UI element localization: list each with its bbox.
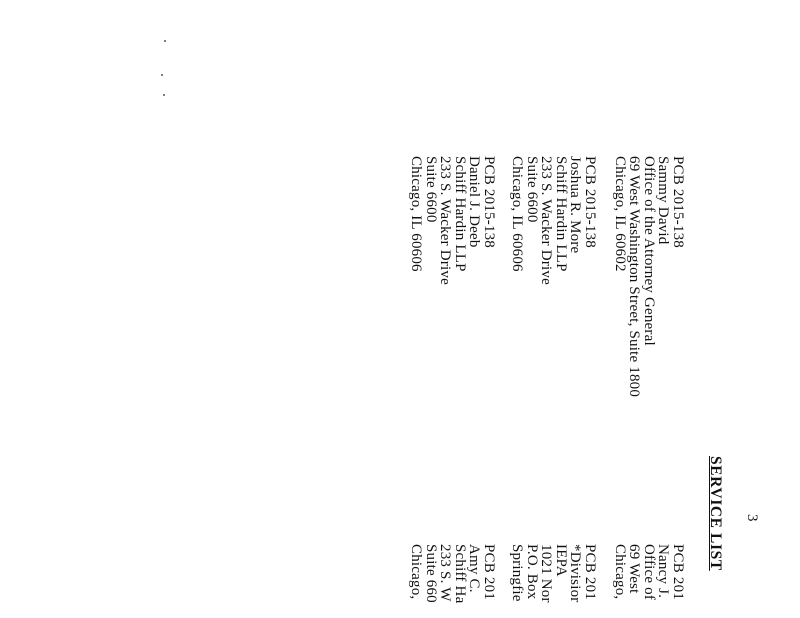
scan-speck (164, 40, 166, 42)
recipient-name: Daniel J. Deeb (466, 156, 483, 248)
recipient-organization: Schiff Hardin LLP (553, 156, 569, 272)
scan-speck (161, 74, 163, 76)
recipient-name: Sammy David (655, 156, 672, 245)
recipient-suite: Suite 660 (423, 544, 439, 603)
case-number: PCB 2015-138 (582, 156, 598, 248)
recipient-street: 233 S. Wacker Drive (538, 156, 555, 285)
recipient-name: Nancy J. (655, 544, 672, 599)
recipient-organization: Schiff Hardin LLP (452, 156, 468, 272)
scan-speck (163, 94, 165, 96)
recipient-organization: Schiff Ha (452, 544, 468, 604)
recipient-street: 233 S. Wacker Drive (437, 156, 454, 285)
recipient-street: 233 S. W (437, 544, 454, 602)
recipient-street: 1021 Nor (538, 544, 555, 603)
service-entry (409, 156, 496, 285)
service-entry (409, 544, 496, 603)
recipient-organization: Office of (641, 544, 657, 601)
recipient-division: *Divisior (567, 544, 584, 603)
case-number: PCB 201 (670, 544, 686, 601)
recipient-street: 69 West Washington Street, Suite 1800 (626, 156, 643, 398)
recipient-name: Amy C. (466, 544, 483, 593)
recipient-organization: IEPA (553, 544, 569, 577)
recipient-po-box: P.O. Box (524, 544, 540, 600)
recipient-suite: Suite 6600 (423, 156, 439, 223)
recipient-city: Chicago, IL 60602 (612, 156, 628, 272)
page-number: 3 (744, 514, 760, 522)
case-number: PCB 201 (481, 544, 497, 601)
service-entry (613, 156, 686, 397)
case-number: PCB 201 (582, 544, 598, 601)
recipient-city: Chicago, (612, 544, 628, 600)
recipient-organization: Office of the Attorney General (641, 156, 657, 346)
case-number: PCB 2015-138 (670, 156, 686, 248)
service-entry (613, 544, 686, 600)
recipient-name: Joshua R. More (567, 156, 584, 254)
recipient-street: 69 West (626, 544, 643, 594)
case-number: PCB 2015-138 (481, 156, 497, 248)
document-heading: SERVICE LIST (707, 456, 724, 571)
recipient-city: Chicago, (408, 544, 425, 600)
recipient-suite: Suite 6600 (524, 156, 540, 223)
service-entry (510, 544, 597, 603)
service-entry (510, 156, 597, 285)
recipient-city: Chicago, IL 60606 (509, 156, 526, 272)
recipient-city: Chicago, IL 60606 (408, 156, 425, 272)
recipient-city: Springfie (509, 544, 526, 602)
